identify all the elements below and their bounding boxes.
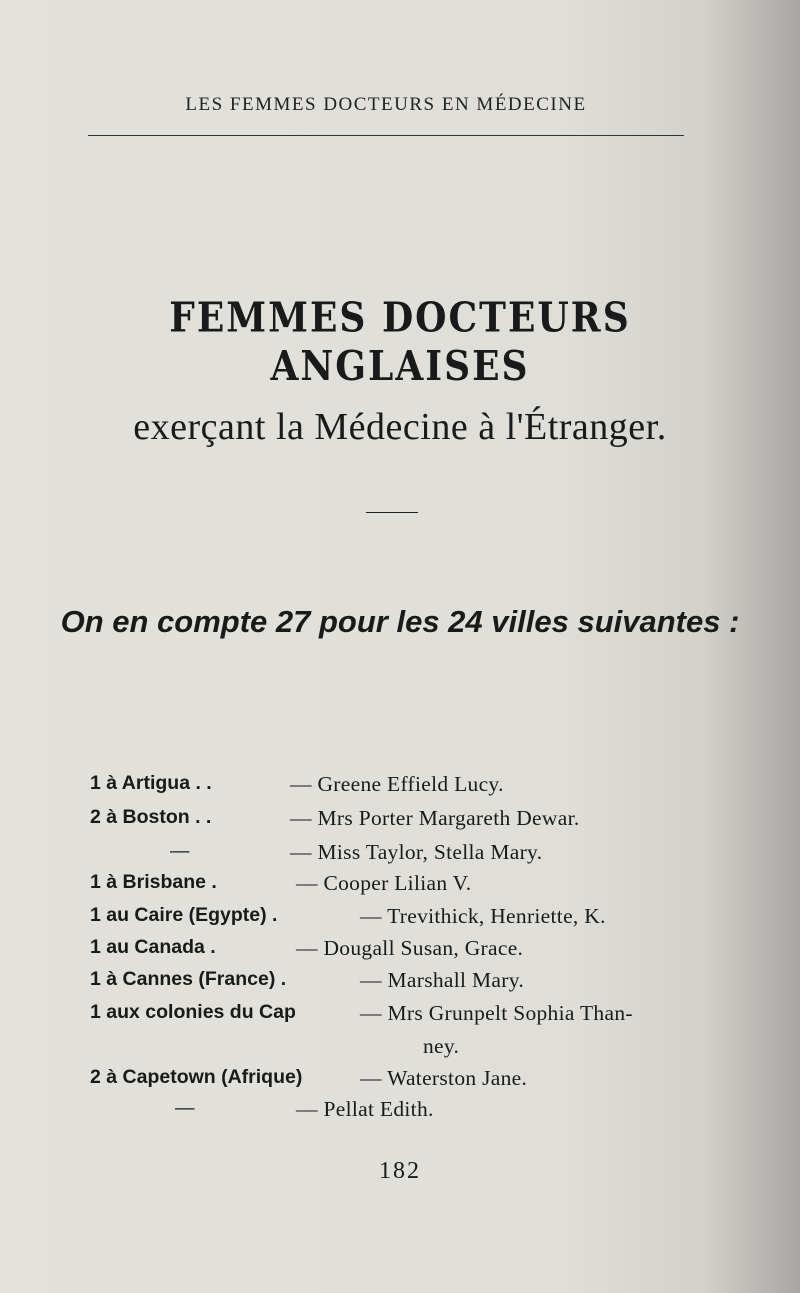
entry-name: — Miss Taylor, Stella Mary. (290, 840, 543, 864)
entry-name: ney. (423, 1034, 460, 1058)
list-item (0, 968, 800, 1000)
list-item (0, 936, 800, 968)
entry-location: 1 au Canada . (90, 936, 216, 958)
entry-name: — Marshall Mary. (360, 968, 525, 992)
entry-name: — Dougall Susan, Grace. (296, 936, 524, 960)
entry-name: — Waterston Jane. (360, 1066, 528, 1090)
list-item (0, 1097, 800, 1129)
entry-location: 1 aux colonies du Cap (90, 1001, 296, 1023)
list-item (0, 1001, 800, 1033)
entry-location: 1 à Artigua . . (90, 772, 212, 794)
list-item (0, 1034, 800, 1066)
page-number: 182 (379, 1158, 421, 1184)
entry-name: — Pellat Edith. (296, 1097, 434, 1121)
list-item (0, 871, 800, 903)
count-statement: On en compte 27 pour les 24 villes suivantes : (60, 604, 740, 639)
list-item (0, 772, 800, 804)
entry-name: — Trevithick, Henriette, K. (360, 904, 606, 928)
list-item (0, 904, 800, 936)
page-subtitle: exerçant la Médecine à l'Étranger. (133, 406, 667, 448)
entry-name: — Greene Effield Lucy. (290, 772, 504, 796)
entry-name: — Mrs Porter Margareth Dewar. (290, 806, 580, 830)
entry-location: 1 au Caire (Egypte) . (90, 904, 278, 926)
entry-location: 1 à Cannes (France) . (90, 968, 287, 990)
entry-location: 2 à Boston . . (90, 806, 212, 828)
entry-location: — (175, 1097, 195, 1119)
entry-name: — Mrs Grunpelt Sophia Than- (360, 1001, 633, 1025)
entry-location: 1 à Brisbane . (90, 871, 217, 893)
list-item (0, 806, 800, 838)
entry-location: — (170, 840, 190, 862)
entry-name: — Cooper Lilian V. (296, 871, 472, 895)
running-head: LES FEMMES DOCTEURS EN MÉDECINE (185, 94, 587, 115)
page-title: FEMMES DOCTEURS ANGLAISES (169, 293, 631, 391)
list-item (0, 840, 800, 872)
list-item (0, 1066, 800, 1098)
entry-location: 2 à Capetown (Afrique) (90, 1066, 303, 1088)
